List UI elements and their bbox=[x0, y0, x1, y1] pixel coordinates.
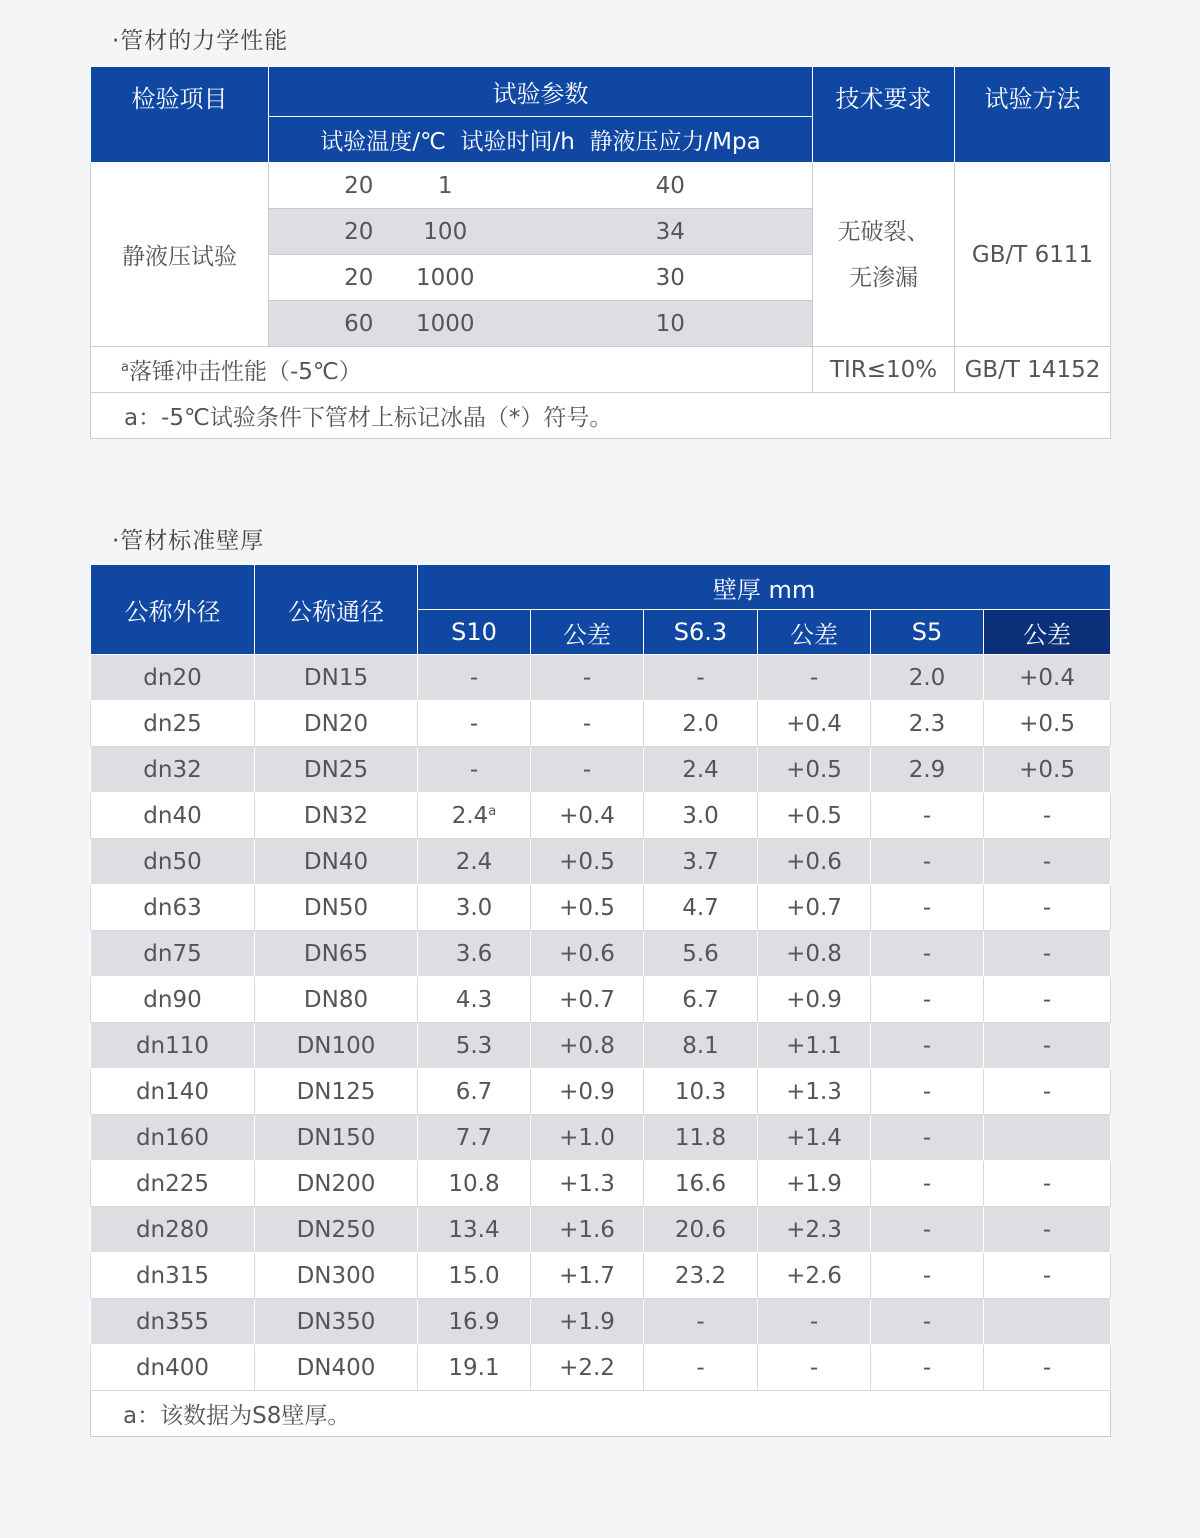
s5-cell: - bbox=[871, 1299, 984, 1345]
tolerance-cell: - bbox=[984, 1253, 1111, 1299]
nominal-diameter-cell: DN25 bbox=[255, 747, 418, 793]
tolerance-cell: +0.4 bbox=[984, 655, 1111, 701]
outer-diameter-cell: dn63 bbox=[91, 885, 255, 931]
s6-3-cell: 11.8 bbox=[644, 1115, 758, 1161]
tolerance-cell: - bbox=[984, 1069, 1111, 1115]
tolerance-cell: +0.5 bbox=[984, 747, 1111, 793]
tolerance-cell: - bbox=[984, 1161, 1111, 1207]
nominal-diameter-cell: DN300 bbox=[255, 1253, 418, 1299]
tolerance-cell: - bbox=[984, 1023, 1111, 1069]
s5-cell: 2.3 bbox=[871, 701, 984, 747]
s10-cell: 2.4 bbox=[418, 839, 531, 885]
s6-3-cell: 3.0 bbox=[644, 793, 758, 839]
s10-cell: 15.0 bbox=[418, 1253, 531, 1299]
table-row bbox=[91, 977, 1111, 1023]
table-row bbox=[91, 793, 1111, 839]
nominal-diameter-cell: DN125 bbox=[255, 1069, 418, 1115]
hydro-time-stress bbox=[423, 209, 813, 255]
table-row bbox=[91, 655, 1111, 701]
tolerance-cell: +0.8 bbox=[531, 1023, 644, 1069]
tolerance-cell: +0.5 bbox=[758, 793, 871, 839]
tolerance-cell: +0.9 bbox=[758, 977, 871, 1023]
s6-3-cell: 16.6 bbox=[644, 1161, 758, 1207]
hydro-temp: 20 bbox=[269, 163, 489, 209]
table-row bbox=[91, 1161, 1111, 1207]
s6-3-cell: 3.7 bbox=[644, 839, 758, 885]
table-row bbox=[91, 1299, 1111, 1345]
table-row bbox=[91, 1345, 1111, 1391]
tolerance-cell: - bbox=[984, 931, 1111, 977]
s10-cell: 4.3 bbox=[418, 977, 531, 1023]
tolerance-cell: - bbox=[758, 1345, 871, 1391]
header-params: 试验参数 bbox=[269, 67, 813, 117]
s10-cell: 5.3 bbox=[418, 1023, 531, 1069]
s10-cell: 10.8 bbox=[418, 1161, 531, 1207]
s6-3-cell: 10.3 bbox=[644, 1069, 758, 1115]
s5-cell: - bbox=[871, 1023, 984, 1069]
header-method: 试验方法 bbox=[955, 67, 1111, 163]
header-s6-3: S6.3 bbox=[644, 610, 758, 655]
s10-cell: 2.4$^a$ bbox=[418, 793, 531, 839]
outer-diameter-cell: dn140 bbox=[91, 1069, 255, 1115]
tolerance-cell: - bbox=[531, 655, 644, 701]
tolerance-cell: - bbox=[984, 1345, 1111, 1391]
s6-3-cell: - bbox=[644, 1345, 758, 1391]
nominal-diameter-cell: DN100 bbox=[255, 1023, 418, 1069]
outer-diameter-cell: dn355 bbox=[91, 1299, 255, 1345]
requirement-line-1: 无破裂、 bbox=[837, 218, 930, 245]
table-row bbox=[91, 1023, 1111, 1069]
s5-cell: 2.0 bbox=[871, 655, 984, 701]
hydro-method: GB/T 6111 bbox=[955, 163, 1111, 347]
tolerance-cell: - bbox=[984, 839, 1111, 885]
header-item: 检验项目 bbox=[91, 67, 269, 163]
s6-3-cell: 8.1 bbox=[644, 1023, 758, 1069]
tolerance-cell: +1.3 bbox=[758, 1069, 871, 1115]
tolerance-cell: - bbox=[984, 977, 1111, 1023]
s5-cell: - bbox=[871, 1345, 984, 1391]
tolerance-cell: +0.7 bbox=[758, 885, 871, 931]
tolerance-cell: +0.4 bbox=[758, 701, 871, 747]
tolerance-cell: +1.4 bbox=[758, 1115, 871, 1161]
section-title-mechanical: ·管材的力学性能 bbox=[112, 28, 289, 54]
s6-3-cell: 6.7 bbox=[644, 977, 758, 1023]
table1-footnote: a：-5℃试验条件下管材上标记冰晶（*）符号。 bbox=[91, 393, 1111, 439]
hydro-time-stress bbox=[415, 301, 813, 347]
outer-diameter-cell: dn40 bbox=[91, 793, 255, 839]
tolerance-cell: +1.1 bbox=[758, 1023, 871, 1069]
table-row bbox=[91, 701, 1111, 747]
tolerance-cell: +0.5 bbox=[531, 885, 644, 931]
outer-diameter-cell: dn110 bbox=[91, 1023, 255, 1069]
s10-cell: 19.1 bbox=[418, 1345, 531, 1391]
s5-cell: - bbox=[871, 793, 984, 839]
table-row bbox=[91, 1069, 1111, 1115]
nominal-diameter-cell: DN200 bbox=[255, 1161, 418, 1207]
impact-requirement: TIR≤10% bbox=[813, 347, 955, 393]
hydro-stress: 30 bbox=[655, 264, 685, 291]
header-requirement: 技术要求 bbox=[813, 67, 955, 163]
table-row bbox=[91, 1253, 1111, 1299]
outer-diameter-cell: dn25 bbox=[91, 701, 255, 747]
hydro-time: 1000 bbox=[415, 310, 475, 337]
nominal-diameter-cell: DN40 bbox=[255, 839, 418, 885]
hydro-stress: 40 bbox=[655, 172, 685, 199]
section-title-wall-thickness: ·管材标准壁厚 bbox=[112, 528, 265, 554]
requirement-line-2: 无渗漏 bbox=[849, 264, 919, 291]
header-time: 试验时间/h bbox=[460, 129, 575, 155]
nominal-diameter-cell: DN250 bbox=[255, 1207, 418, 1253]
s6-3-cell: - bbox=[644, 1299, 758, 1345]
tolerance-cell bbox=[984, 1299, 1111, 1345]
hydro-time: 100 bbox=[423, 218, 468, 245]
tolerance-cell: - bbox=[984, 885, 1111, 931]
footnote-marker: a bbox=[488, 803, 497, 819]
hydro-stress: 34 bbox=[655, 218, 685, 245]
nominal-diameter-cell: DN15 bbox=[255, 655, 418, 701]
tolerance-cell: +1.6 bbox=[531, 1207, 644, 1253]
outer-diameter-cell: dn75 bbox=[91, 931, 255, 977]
hydro-time-stress bbox=[415, 255, 813, 301]
s5-cell: - bbox=[871, 1253, 984, 1299]
s10-cell: - bbox=[418, 747, 531, 793]
s10-cell: - bbox=[418, 701, 531, 747]
hydro-temp: 20 bbox=[269, 209, 489, 255]
tolerance-cell: +0.5 bbox=[531, 839, 644, 885]
header-temp: 试验温度/℃ bbox=[320, 129, 446, 155]
header-outer-diameter: 公称外径 bbox=[91, 565, 255, 655]
tolerance-cell: +2.6 bbox=[758, 1253, 871, 1299]
outer-diameter-cell: dn400 bbox=[91, 1345, 255, 1391]
s5-cell: - bbox=[871, 1161, 984, 1207]
s10-cell: 6.7 bbox=[418, 1069, 531, 1115]
s5-cell: 2.9 bbox=[871, 747, 984, 793]
s10-cell: 3.6 bbox=[418, 931, 531, 977]
nominal-diameter-cell: DN32 bbox=[255, 793, 418, 839]
s5-cell: - bbox=[871, 1115, 984, 1161]
nominal-diameter-cell: DN150 bbox=[255, 1115, 418, 1161]
table2-footnote: a：该数据为S8壁厚。 bbox=[91, 1391, 1111, 1437]
table-row bbox=[91, 931, 1111, 977]
tolerance-cell: +0.8 bbox=[758, 931, 871, 977]
hydro-test-name: 静液压试验 bbox=[91, 163, 269, 347]
nominal-diameter-cell: DN400 bbox=[255, 1345, 418, 1391]
tolerance-cell: - bbox=[531, 701, 644, 747]
header-tolerance: 公差 bbox=[758, 610, 871, 655]
tolerance-cell: +1.9 bbox=[531, 1299, 644, 1345]
outer-diameter-cell: dn315 bbox=[91, 1253, 255, 1299]
s6-3-cell: 4.7 bbox=[644, 885, 758, 931]
s10-cell: 7.7 bbox=[418, 1115, 531, 1161]
s5-cell: - bbox=[871, 977, 984, 1023]
s5-cell: - bbox=[871, 1069, 984, 1115]
s5-cell: - bbox=[871, 1207, 984, 1253]
tolerance-cell: - bbox=[758, 655, 871, 701]
table-row bbox=[91, 1207, 1111, 1253]
s6-3-cell: 20.6 bbox=[644, 1207, 758, 1253]
hydro-stress: 10 bbox=[655, 310, 685, 337]
tolerance-cell: +2.2 bbox=[531, 1345, 644, 1391]
outer-diameter-cell: dn32 bbox=[91, 747, 255, 793]
s10-cell: 13.4 bbox=[418, 1207, 531, 1253]
tolerance-cell: +0.4 bbox=[531, 793, 644, 839]
s5-cell: - bbox=[871, 839, 984, 885]
impact-test-label: 落锤冲击性能（-5℃） bbox=[128, 359, 362, 385]
hydro-time-stress bbox=[437, 163, 813, 209]
s10-cell: 3.0 bbox=[418, 885, 531, 931]
outer-diameter-cell: dn50 bbox=[91, 839, 255, 885]
tolerance-cell bbox=[984, 1115, 1111, 1161]
s10-cell: 16.9 bbox=[418, 1299, 531, 1345]
mechanical-properties-table bbox=[90, 66, 1111, 439]
tolerance-cell: - bbox=[531, 747, 644, 793]
tolerance-cell: +1.7 bbox=[531, 1253, 644, 1299]
header-nominal-diameter: 公称通径 bbox=[255, 565, 418, 655]
tolerance-cell: +0.6 bbox=[531, 931, 644, 977]
impact-test-name bbox=[91, 347, 813, 393]
footnote-marker: a bbox=[121, 360, 129, 375]
s5-cell: - bbox=[871, 931, 984, 977]
s6-3-cell: 5.6 bbox=[644, 931, 758, 977]
s6-3-cell: 2.4 bbox=[644, 747, 758, 793]
table-row bbox=[91, 1115, 1111, 1161]
tolerance-cell: +2.3 bbox=[758, 1207, 871, 1253]
outer-diameter-cell: dn280 bbox=[91, 1207, 255, 1253]
header-stress: 静液压应力/Mpa bbox=[589, 129, 761, 155]
s10-cell: - bbox=[418, 655, 531, 701]
hydro-requirement bbox=[813, 163, 955, 347]
tolerance-cell: - bbox=[758, 1299, 871, 1345]
header-tolerance: 公差 bbox=[531, 610, 644, 655]
nominal-diameter-cell: DN20 bbox=[255, 701, 418, 747]
tolerance-cell: +0.7 bbox=[531, 977, 644, 1023]
hydro-temp: 60 bbox=[269, 301, 489, 347]
tolerance-cell: +1.9 bbox=[758, 1161, 871, 1207]
header-s5: S5 bbox=[871, 610, 984, 655]
hydro-time: 1000 bbox=[415, 264, 475, 291]
tolerance-cell: - bbox=[984, 793, 1111, 839]
hydro-temp: 20 bbox=[269, 255, 489, 301]
s6-3-cell: 2.0 bbox=[644, 701, 758, 747]
outer-diameter-cell: dn160 bbox=[91, 1115, 255, 1161]
tolerance-cell: - bbox=[984, 1207, 1111, 1253]
impact-method: GB/T 14152 bbox=[955, 347, 1111, 393]
tolerance-cell: +0.5 bbox=[984, 701, 1111, 747]
nominal-diameter-cell: DN350 bbox=[255, 1299, 418, 1345]
table-row bbox=[91, 747, 1111, 793]
header-param-subcolumns bbox=[269, 117, 813, 163]
tolerance-cell: +0.5 bbox=[758, 747, 871, 793]
tolerance-cell: +0.9 bbox=[531, 1069, 644, 1115]
s6-3-cell: 23.2 bbox=[644, 1253, 758, 1299]
nominal-diameter-cell: DN80 bbox=[255, 977, 418, 1023]
outer-diameter-cell: dn20 bbox=[91, 655, 255, 701]
wall-thickness-table bbox=[90, 564, 1111, 1437]
tolerance-cell: +0.6 bbox=[758, 839, 871, 885]
header-tolerance: 公差 bbox=[984, 610, 1111, 655]
hydro-time: 1 bbox=[437, 172, 453, 199]
header-s10: S10 bbox=[418, 610, 531, 655]
outer-diameter-cell: dn90 bbox=[91, 977, 255, 1023]
tolerance-cell: +1.0 bbox=[531, 1115, 644, 1161]
tolerance-cell: +1.3 bbox=[531, 1161, 644, 1207]
s6-3-cell: - bbox=[644, 655, 758, 701]
outer-diameter-cell: dn225 bbox=[91, 1161, 255, 1207]
nominal-diameter-cell: DN50 bbox=[255, 885, 418, 931]
header-wall-thickness: 壁厚 mm bbox=[418, 565, 1111, 610]
nominal-diameter-cell: DN65 bbox=[255, 931, 418, 977]
s5-cell: - bbox=[871, 885, 984, 931]
table-row bbox=[91, 885, 1111, 931]
table-row bbox=[91, 839, 1111, 885]
